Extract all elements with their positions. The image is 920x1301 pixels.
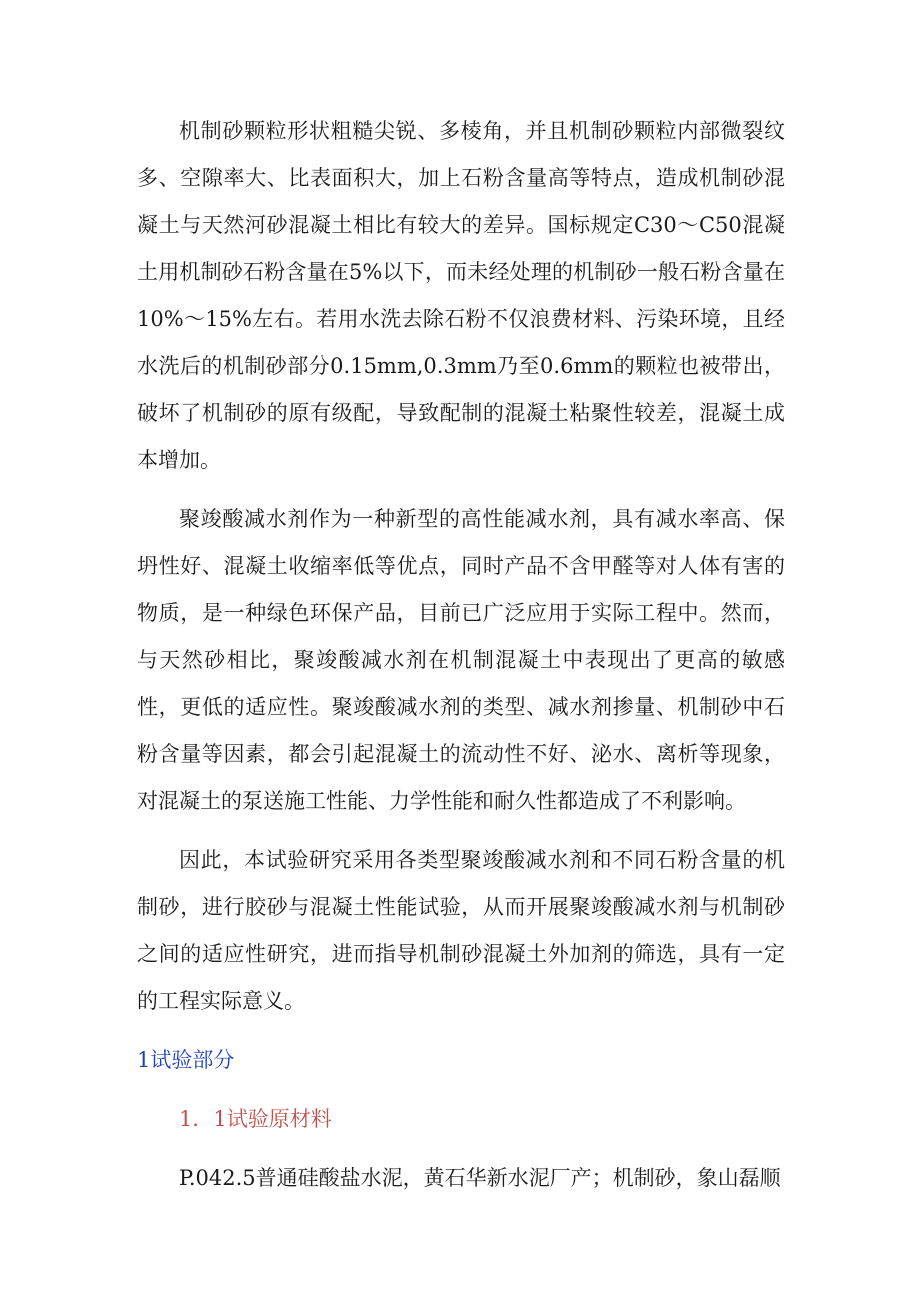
paragraph-research-purpose: 因此，本试验研究采用各类型聚竣酸减水剂和不同石粉含量的机制砂，进行胶砂与混凝土性能试验，从而开展聚竣酸减水剂与机制砂之间的适应性研究，进而指导机制砂混凝土外加剂的筛选，具有一定的工程实际意义。 (137, 848, 785, 1013)
paragraph-superplasticizer: 聚竣酸减水剂作为一种新型的高性能减水剂，具有减水率高、保坍性好、混凝土收缩率低等优点，同时产品不含甲醛等对人体有害的物质，是一种绿色环保产品，目前已广泛应用于实际工程中。然而，与天然砂相比，聚竣酸减水剂在机制混凝土中表现出了更高的敏感性，更低的适应性。聚竣酸减水剂的类型、减水剂掺量、机制砂中石粉含量等因素，都会引起混凝土的流动性不好、泌水、离析等现象，对混凝土的泵送施工性能、力学性能和耐久性都造成了不利影响。 (137, 507, 785, 813)
paragraph-intro-sand: 机制砂颗粒形状粗糙尖锐、多棱角，并且机制砂颗粒内部微裂纹多、空隙率大、比表面积大，加上石粉含量高等特点，造成机制砂混凝土与天然河砂混凝土相比有较大的差异。国标规定C30～C50混凝土用机制砂石粉含量在5%以下，而未经处理的机制砂一般石粉含量在10%～15%左右。若用水洗去除石粉不仅浪费材料、污染环境，且经水洗后的机制砂部分0.15mm,0.3mm乃至0.6mm的颗粒也被带出，破坏了机制砂的原有级配，导致配制的混凝土粘聚性较差，混凝土成本增加。 (137, 119, 785, 472)
section-heading-experiment: 1试验部分 (137, 1048, 235, 1072)
paragraph-materials: P.042.5普通硅酸盐水泥，黄石华新水泥厂产；机制砂，象山磊顺 (179, 1166, 781, 1190)
subsection-heading-materials: 1．1试验原材料 (179, 1107, 332, 1131)
document-body (137, 108, 785, 1214)
